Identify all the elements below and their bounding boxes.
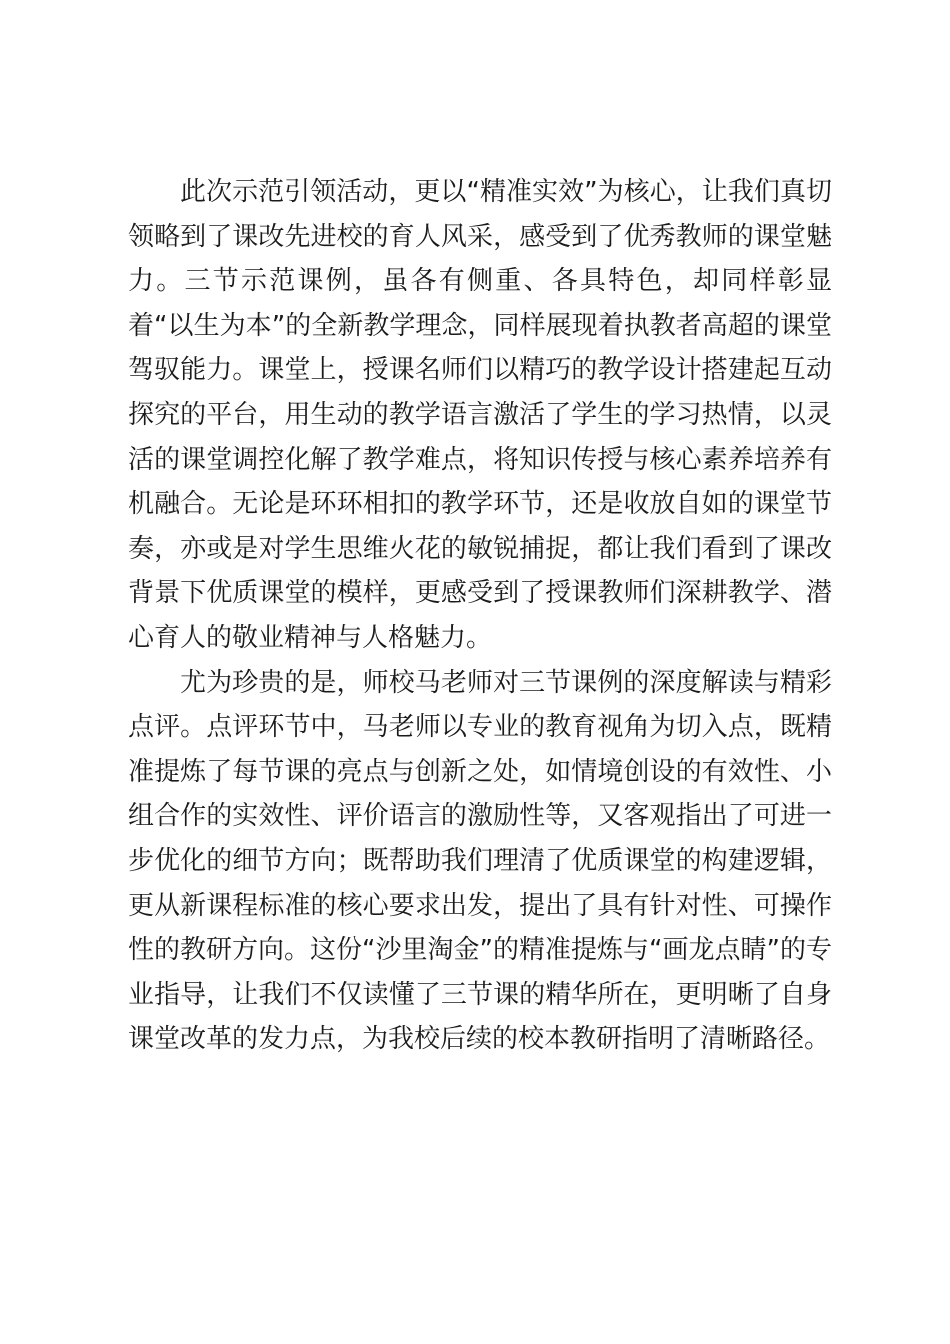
document-body xyxy=(128,170,832,1062)
paragraph-1: 此次示范引领活动，更以“精准实效”为核心，让我们真切领略到了课改先进校的育人风采，感受到了优秀教师的课堂魅力。三节示范课例，虽各有侧重、各具特色，却同样彰显着“以生为本”的全新教学理念，同样展现着执教者高超的课堂驾驭能力。课堂上，授课名师们以精巧的教学设计搭建起互动探究的平台，用生动的教学语言激活了学生的学习热情，以灵活的课堂调控化解了教学难点，将知识传授与核心素养培养有机融合。无论是环环相扣的教学环节，还是收放自如的课堂节奏，亦或是对学生思维火花的敏锐捕捉，都让我们看到了课改背景下优质课堂的模样，更感受到了授课教师们深耕教学、潜心育人的敬业精神与人格魅力。 xyxy=(128,177,832,653)
paragraph-2: 尤为珍贵的是，师校马老师对三节课例的深度解读与精彩点评。点评环节中，马老师以专业的教育视角为切入点，既精准提炼了每节课的亮点与创新之处，如情境创设的有效性、小组合作的实效性、评价语言的激励性等，又客观指出了可进一步优化的细节方向；既帮助我们理清了优质课堂的构建逻辑，更从新课程标准的核心要求出发，提出了具有针对性、可操作性的教研方向。这份“沙里淘金”的精准提炼与“画龙点睛”的专业指导，让我们不仅读懂了三节课的精华所在，更明晰了自身课堂改革的发力点，为我校后续的校本教研指明了清晰路径。 xyxy=(128,667,832,1055)
